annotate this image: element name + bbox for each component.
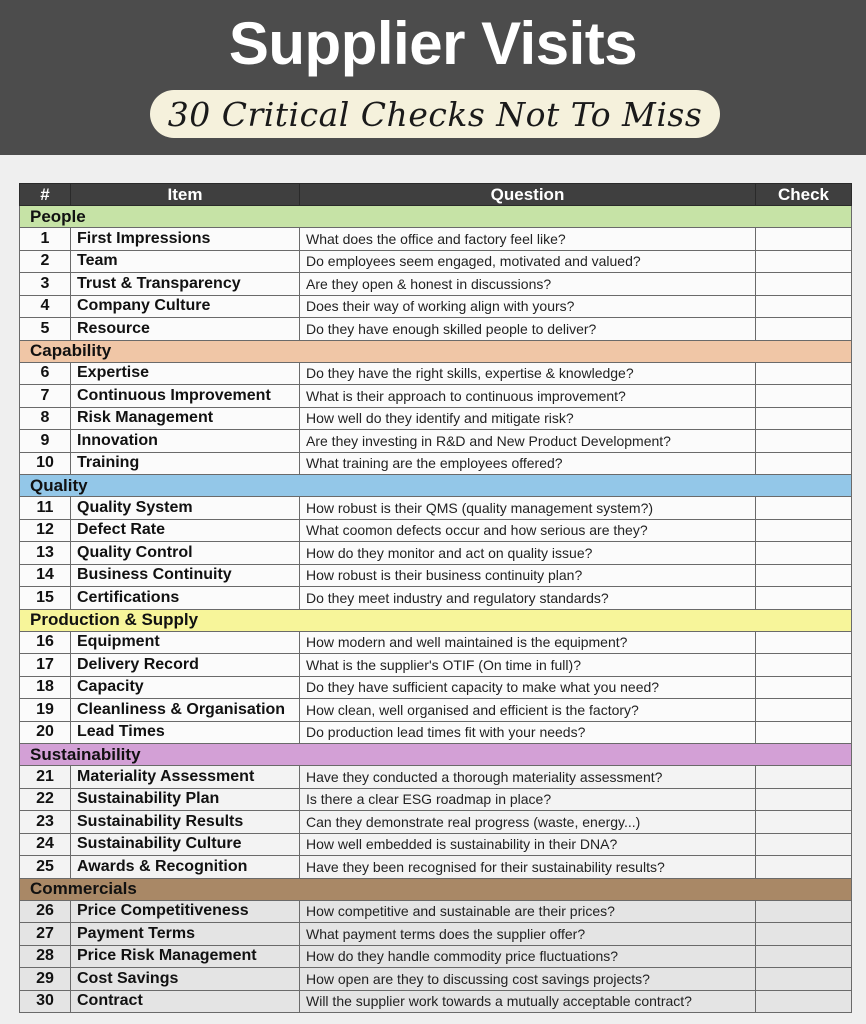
row-question: How competitive and sustainable are their prices? bbox=[300, 900, 756, 923]
check-cell[interactable] bbox=[756, 295, 852, 318]
row-question: Are they investing in R&D and New Product Development? bbox=[300, 430, 756, 453]
check-cell[interactable] bbox=[756, 923, 852, 946]
row-question: Do they have the right skills, expertise & knowledge? bbox=[300, 362, 756, 385]
section-label: Quality bbox=[20, 475, 852, 497]
row-number: 3 bbox=[20, 273, 71, 296]
check-cell[interactable] bbox=[756, 900, 852, 923]
row-question: What payment terms does the supplier offer? bbox=[300, 923, 756, 946]
column-header-question: Question bbox=[300, 184, 756, 206]
check-cell[interactable] bbox=[756, 318, 852, 341]
row-question: How well do they identify and mitigate risk? bbox=[300, 407, 756, 430]
column-header-item: Item bbox=[71, 184, 300, 206]
row-number: 1 bbox=[20, 228, 71, 251]
row-question: Are they open & honest in discussions? bbox=[300, 273, 756, 296]
table-row bbox=[20, 699, 852, 722]
row-item: Innovation bbox=[71, 430, 300, 453]
table-row bbox=[20, 250, 852, 273]
row-question: Will the supplier work towards a mutually acceptable contract? bbox=[300, 990, 756, 1013]
row-question: How clean, well organised and efficient is the factory? bbox=[300, 699, 756, 722]
row-question: What does the office and factory feel like? bbox=[300, 228, 756, 251]
check-cell[interactable] bbox=[756, 721, 852, 744]
table-row bbox=[20, 900, 852, 923]
page-subtitle: 30 Critical Checks Not To Miss bbox=[167, 94, 703, 134]
check-cell[interactable] bbox=[756, 250, 852, 273]
row-item: Payment Terms bbox=[71, 923, 300, 946]
row-item: Equipment bbox=[71, 631, 300, 654]
row-number: 28 bbox=[20, 945, 71, 968]
row-number: 15 bbox=[20, 587, 71, 610]
table-row bbox=[20, 766, 852, 789]
table-row bbox=[20, 654, 852, 677]
row-number: 9 bbox=[20, 430, 71, 453]
row-question: How robust is their QMS (quality management system?) bbox=[300, 497, 756, 520]
section-label: Commercials bbox=[20, 878, 852, 900]
header-banner bbox=[0, 0, 866, 155]
table-row bbox=[20, 788, 852, 811]
row-number: 7 bbox=[20, 385, 71, 408]
row-question: Do employees seem engaged, motivated and valued? bbox=[300, 250, 756, 273]
row-item: Materiality Assessment bbox=[71, 766, 300, 789]
row-number: 30 bbox=[20, 990, 71, 1013]
table-row bbox=[20, 676, 852, 699]
page-title: Supplier Visits bbox=[228, 10, 638, 77]
row-question: What training are the employees offered? bbox=[300, 452, 756, 475]
check-cell[interactable] bbox=[756, 430, 852, 453]
row-item: Capacity bbox=[71, 676, 300, 699]
table-row bbox=[20, 945, 852, 968]
row-item: Risk Management bbox=[71, 407, 300, 430]
row-item: Defect Rate bbox=[71, 519, 300, 542]
section-header-people bbox=[20, 206, 852, 228]
row-question: What is their approach to continuous improvement? bbox=[300, 385, 756, 408]
row-item: Lead Times bbox=[71, 721, 300, 744]
subtitle-pill bbox=[150, 90, 720, 138]
row-question: Does their way of working align with yours? bbox=[300, 295, 756, 318]
table-row bbox=[20, 295, 852, 318]
row-number: 5 bbox=[20, 318, 71, 341]
table-row bbox=[20, 497, 852, 520]
row-number: 20 bbox=[20, 721, 71, 744]
row-number: 16 bbox=[20, 631, 71, 654]
check-cell[interactable] bbox=[756, 811, 852, 834]
row-number: 23 bbox=[20, 811, 71, 834]
row-item: Expertise bbox=[71, 362, 300, 385]
check-cell[interactable] bbox=[756, 452, 852, 475]
section-label: Capability bbox=[20, 340, 852, 362]
check-cell[interactable] bbox=[756, 833, 852, 856]
row-item: Training bbox=[71, 452, 300, 475]
table-row bbox=[20, 318, 852, 341]
table-row bbox=[20, 990, 852, 1013]
check-cell[interactable] bbox=[756, 699, 852, 722]
row-number: 19 bbox=[20, 699, 71, 722]
row-item: Resource bbox=[71, 318, 300, 341]
check-cell[interactable] bbox=[756, 788, 852, 811]
section-header-quality bbox=[20, 475, 852, 497]
check-cell[interactable] bbox=[756, 407, 852, 430]
row-item: Cost Savings bbox=[71, 968, 300, 991]
table-row bbox=[20, 856, 852, 879]
row-question: How do they handle commodity price fluctuations? bbox=[300, 945, 756, 968]
row-number: 29 bbox=[20, 968, 71, 991]
checklist-table bbox=[19, 183, 852, 1013]
row-number: 10 bbox=[20, 452, 71, 475]
check-cell[interactable] bbox=[756, 990, 852, 1013]
table-row bbox=[20, 631, 852, 654]
row-question: Can they demonstrate real progress (waste, energy...) bbox=[300, 811, 756, 834]
row-question: What is the supplier's OTIF (On time in full)? bbox=[300, 654, 756, 677]
row-item: Price Competitiveness bbox=[71, 900, 300, 923]
table-row bbox=[20, 362, 852, 385]
table-row bbox=[20, 407, 852, 430]
row-item: Delivery Record bbox=[71, 654, 300, 677]
row-item: Sustainability Culture bbox=[71, 833, 300, 856]
table-body bbox=[20, 206, 852, 1013]
check-cell[interactable] bbox=[756, 676, 852, 699]
table-header-row bbox=[20, 184, 852, 206]
row-item: First Impressions bbox=[71, 228, 300, 251]
table-row bbox=[20, 542, 852, 565]
section-label: Sustainability bbox=[20, 744, 852, 766]
row-question: Do they have sufficient capacity to make what you need? bbox=[300, 676, 756, 699]
check-cell[interactable] bbox=[756, 766, 852, 789]
check-cell[interactable] bbox=[756, 273, 852, 296]
row-question: What coomon defects occur and how serious are they? bbox=[300, 519, 756, 542]
row-question: Do they have enough skilled people to deliver? bbox=[300, 318, 756, 341]
row-item: Contract bbox=[71, 990, 300, 1013]
row-item: Price Risk Management bbox=[71, 945, 300, 968]
row-item: Trust & Transparency bbox=[71, 273, 300, 296]
row-number: 8 bbox=[20, 407, 71, 430]
row-number: 2 bbox=[20, 250, 71, 273]
column-header-num: # bbox=[20, 184, 71, 206]
row-item: Certifications bbox=[71, 587, 300, 610]
column-header-check: Check bbox=[756, 184, 852, 206]
table-row bbox=[20, 519, 852, 542]
row-question: Do they meet industry and regulatory standards? bbox=[300, 587, 756, 610]
row-item: Awards & Recognition bbox=[71, 856, 300, 879]
row-question: Have they been recognised for their sustainability results? bbox=[300, 856, 756, 879]
table-row bbox=[20, 968, 852, 991]
table-row bbox=[20, 452, 852, 475]
section-header-production-supply bbox=[20, 609, 852, 631]
check-cell[interactable] bbox=[756, 856, 852, 879]
row-item: Quality Control bbox=[71, 542, 300, 565]
check-cell[interactable] bbox=[756, 497, 852, 520]
table-row bbox=[20, 833, 852, 856]
row-item: Quality System bbox=[71, 497, 300, 520]
table-row bbox=[20, 811, 852, 834]
row-number: 12 bbox=[20, 519, 71, 542]
row-number: 27 bbox=[20, 923, 71, 946]
section-header-commercials bbox=[20, 878, 852, 900]
check-cell[interactable] bbox=[756, 362, 852, 385]
row-number: 22 bbox=[20, 788, 71, 811]
check-cell[interactable] bbox=[756, 519, 852, 542]
row-item: Sustainability Results bbox=[71, 811, 300, 834]
row-question: Do production lead times fit with your needs? bbox=[300, 721, 756, 744]
section-header-capability bbox=[20, 340, 852, 362]
row-question: How open are they to discussing cost savings projects? bbox=[300, 968, 756, 991]
check-cell[interactable] bbox=[756, 228, 852, 251]
table-row bbox=[20, 273, 852, 296]
row-number: 14 bbox=[20, 564, 71, 587]
table-row bbox=[20, 923, 852, 946]
check-cell[interactable] bbox=[756, 564, 852, 587]
row-question: How robust is their business continuity plan? bbox=[300, 564, 756, 587]
table-row bbox=[20, 385, 852, 408]
table-row bbox=[20, 228, 852, 251]
section-label: Production & Supply bbox=[20, 609, 852, 631]
row-question: How well embedded is sustainability in their DNA? bbox=[300, 833, 756, 856]
check-cell[interactable] bbox=[756, 587, 852, 610]
row-number: 11 bbox=[20, 497, 71, 520]
row-number: 25 bbox=[20, 856, 71, 879]
row-item: Company Culture bbox=[71, 295, 300, 318]
row-question: Is there a clear ESG roadmap in place? bbox=[300, 788, 756, 811]
row-item: Sustainability Plan bbox=[71, 788, 300, 811]
row-number: 26 bbox=[20, 900, 71, 923]
row-number: 24 bbox=[20, 833, 71, 856]
row-number: 18 bbox=[20, 676, 71, 699]
table-row bbox=[20, 721, 852, 744]
check-cell[interactable] bbox=[756, 968, 852, 991]
table-row bbox=[20, 564, 852, 587]
check-cell[interactable] bbox=[756, 385, 852, 408]
check-cell[interactable] bbox=[756, 945, 852, 968]
row-question: How do they monitor and act on quality issue? bbox=[300, 542, 756, 565]
row-number: 17 bbox=[20, 654, 71, 677]
row-number: 4 bbox=[20, 295, 71, 318]
table-row bbox=[20, 430, 852, 453]
row-item: Continuous Improvement bbox=[71, 385, 300, 408]
row-item: Team bbox=[71, 250, 300, 273]
row-item: Business Continuity bbox=[71, 564, 300, 587]
section-label: People bbox=[20, 206, 852, 228]
row-number: 13 bbox=[20, 542, 71, 565]
section-header-sustainability bbox=[20, 744, 852, 766]
row-number: 6 bbox=[20, 362, 71, 385]
row-question: How modern and well maintained is the equipment? bbox=[300, 631, 756, 654]
check-cell[interactable] bbox=[756, 654, 852, 677]
row-number: 21 bbox=[20, 766, 71, 789]
check-cell[interactable] bbox=[756, 542, 852, 565]
check-cell[interactable] bbox=[756, 631, 852, 654]
row-item: Cleanliness & Organisation bbox=[71, 699, 300, 722]
table-row bbox=[20, 587, 852, 610]
row-question: Have they conducted a thorough materiality assessment? bbox=[300, 766, 756, 789]
